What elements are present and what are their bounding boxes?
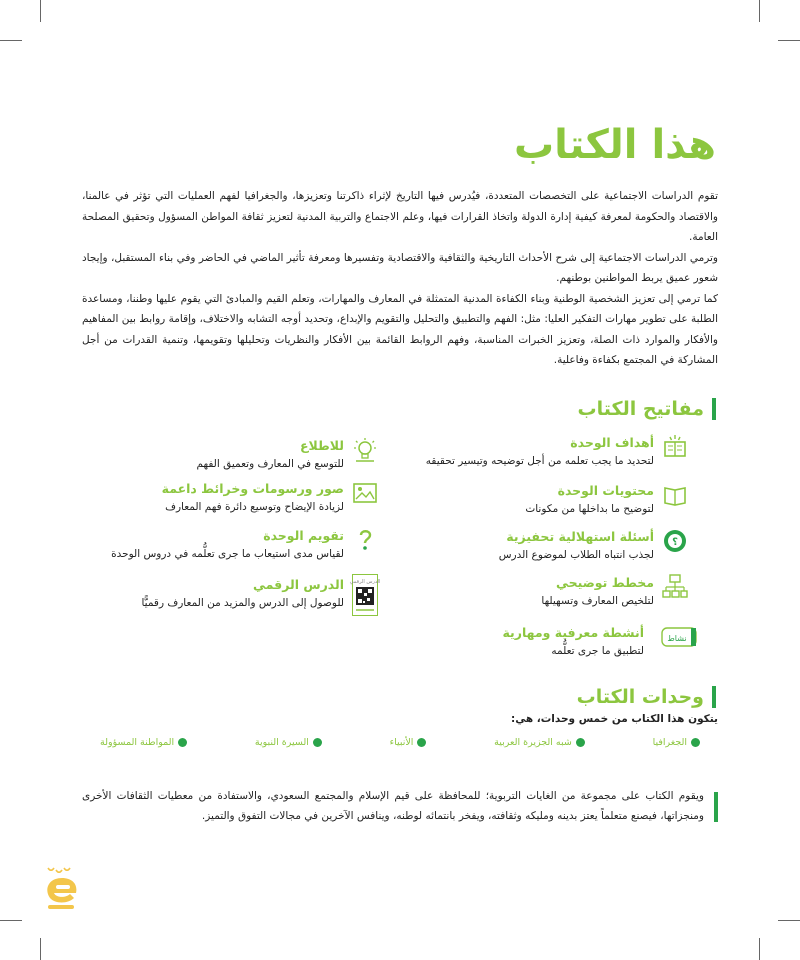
unit-item xyxy=(255,737,322,748)
key-desc: لتحديد ما يجب تعلمه من أجل توضيحه وتيسير تحقيقه xyxy=(425,455,654,467)
keys-heading xyxy=(578,398,716,420)
key-title: أسئلة استهلالية تحفيزية xyxy=(506,529,654,544)
activity-tag-icon xyxy=(664,624,694,650)
unit-bullet-icon xyxy=(417,738,426,747)
key-desc: لجذب انتباه الطلاب لموضوع الدرس xyxy=(498,549,654,561)
unit-bullet-icon xyxy=(691,738,700,747)
unit-label: المواطنة المسؤولة xyxy=(100,737,175,748)
activity-badge: نشاط xyxy=(667,634,687,643)
key-desc: لقياس مدى استيعاب ما جرى تعلُّمه في دروس الوحدة xyxy=(111,548,344,560)
key-title: تقويم الوحدة xyxy=(263,528,344,543)
diagram-icon xyxy=(662,574,688,600)
heading-bar xyxy=(712,398,716,420)
key-title: أنشطة معرفية ومهارية xyxy=(502,625,644,640)
unit-label: الجغرافيا xyxy=(652,737,687,748)
key-desc: لتطبيق ما جرى تعلُّمه xyxy=(551,645,644,657)
key-desc: للوصول إلى الدرس والمزيد من المعارف رقميًّا xyxy=(141,597,344,609)
key-desc: للتوسع في المعارف وتعميق الفهم xyxy=(196,458,344,470)
keys-heading-text: مفاتيح الكتاب xyxy=(577,398,704,420)
units-heading xyxy=(577,686,716,708)
unit-item xyxy=(653,737,700,748)
unit-bullet-icon xyxy=(178,738,187,747)
publisher-logo-icon xyxy=(40,866,82,912)
unit-bullet-icon xyxy=(576,738,585,747)
question-circle-icon xyxy=(662,528,688,554)
units-list xyxy=(100,737,700,748)
key-title: محتويات الوحدة xyxy=(557,483,654,498)
unit-item xyxy=(390,737,427,748)
lightbulb-icon xyxy=(352,437,378,463)
units-intro: يتكون هذا الكتاب من خمس وحدات، هي: xyxy=(511,713,718,725)
intro-paragraph: كما ترمي إلى تعزيز الشخصية الوطنية وبناء الكفاءة المدنية المتمثلة في المعارف والمهارات، وتعلم القيم والمبادئ التي يقوم عليها وطننا، ومساعدة الطلبة على تطوير مهارات التفكير العليا: مثل: الفهم والتطبيق والتحليل والتقويم والإبداع، وتحديد أوجه التشابه والاختلاف، وإقامة روابط بين المفاهيم والأفكار والموارد ذات الصلة، وتعزيز الخبرات المناسبة، وفهم الروابط القائمة بين الأفكار والنظريات وتحليلها وتقويمها، وتنمية القدرات من أجل المشاركة في المجتمع بكفاءة وفاعلية. xyxy=(82,292,718,366)
heading-bar xyxy=(712,686,716,708)
key-desc: لزيادة الإيضاح وتوسيع دائرة فهم المعارف xyxy=(165,501,344,513)
image-icon xyxy=(352,480,378,506)
unit-item xyxy=(100,737,187,748)
crop-mark xyxy=(40,0,41,22)
unit-label: السيرة النبوية xyxy=(254,737,309,748)
question-mark-icon xyxy=(352,527,378,553)
digital-lesson-badge: الدرس الرقمي xyxy=(349,579,381,585)
crop-mark xyxy=(778,40,800,41)
closing-paragraph: ويقوم الكتاب على مجموعة من الغايات التربوية؛ للمحافظة على قيم الإسلام والمجتمع السعودي، والاستفادة من معطيات الثقافات الأخرى ومنجزاتها، فيصنع متعلماً يعتز بدينه ومليكه وثقافته، ويفخر بانتمائه لوطنه، وينافس الآخرين في مجالات التفوق والتميز. xyxy=(82,790,704,822)
qr-code-icon xyxy=(349,574,381,616)
units-heading-text: وحدات الكتاب xyxy=(576,686,704,708)
book-icon xyxy=(662,482,688,508)
crop-mark xyxy=(759,938,760,960)
key-title: مخطط توضيحي xyxy=(555,575,654,590)
target-icon xyxy=(662,434,688,460)
crop-mark xyxy=(759,0,760,22)
crop-mark xyxy=(0,40,22,41)
unit-label: شبه الجزيرة العربية xyxy=(494,737,572,748)
key-title: للاطلاع xyxy=(300,438,344,453)
unit-item xyxy=(494,737,585,748)
intro-paragraph: تقوم الدراسات الاجتماعية على التخصصات المتعددة، فيُدرس فيها التاريخ لإثراء ذاكرتنا وتعزيزها، والجغرافيا لفهم العمليات التي تؤثر في عالمنا، والاقتصاد والحكومة لمعرفة كيفية إدارة الدولة واتخاذ القرارات فيها، وعلم الاجتماع والتربية المدنية لتعزيز ثقافة المواطن المسؤول وتحقيق المصلحة العامة. xyxy=(82,190,718,243)
key-title: صور ورسومات وخرائط داعمة xyxy=(161,481,344,496)
closing-bar xyxy=(714,792,718,822)
key-title: الدرس الرقمي xyxy=(253,577,344,592)
intro-paragraph: وترمي الدراسات الاجتماعية إلى شرح الأحداث التاريخية والثقافية والاقتصادية وتفسيرها ومعرفة تأثير الماضي في الحاضر وفي بناء المستقبل، وإيجاد شعور عميق يربط المواطنين بوطنهم. xyxy=(82,251,718,284)
key-desc: لتوضيح ما بداخلها من مكونات xyxy=(525,503,654,515)
key-title: أهداف الوحدة xyxy=(570,435,654,450)
page-title: هذا الكتاب xyxy=(513,122,716,168)
crop-mark xyxy=(0,920,22,921)
key-desc: لتلخيص المعارف وتسهيلها xyxy=(541,595,654,607)
unit-label: الأنبياء xyxy=(389,737,414,748)
unit-bullet-icon xyxy=(313,738,322,747)
crop-mark xyxy=(778,920,800,921)
crop-mark xyxy=(40,938,41,960)
intro-text xyxy=(82,186,718,371)
svg-text:؟: ؟ xyxy=(672,537,678,548)
